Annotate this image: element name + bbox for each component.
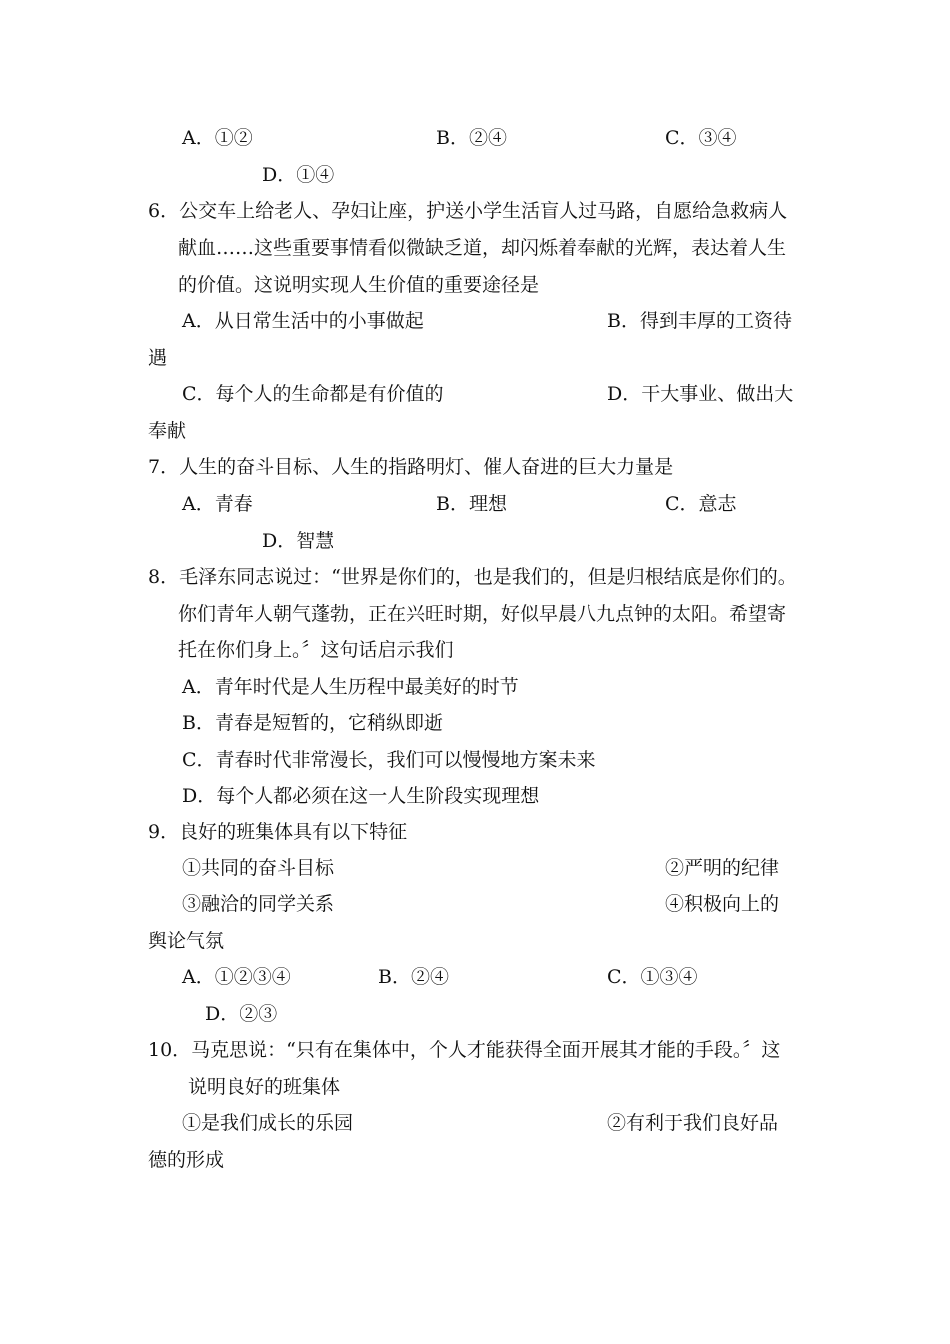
q10-item-2-wrap: 德的形成: [148, 1149, 225, 1171]
q9-item-3: ③融洽的同学关系: [182, 893, 335, 915]
q10-stem-line-1: 10．马克思说：“只有在集体中，个人才能获得全面开展其才能的手段。〞这: [148, 1039, 781, 1061]
q5-option-b: B．②④: [436, 127, 507, 149]
q6-option-c: C．每个人的生命都是有价值的: [182, 383, 444, 405]
q8-stem-line-3: 托在你们身上。〞这句话启示我们: [178, 639, 454, 661]
q6-option-d-wrap: 奉献: [148, 420, 187, 442]
q5-option-a: A．①②: [182, 127, 253, 149]
q10-item-2: ②有利于我们良好品: [607, 1112, 779, 1134]
q9-item-4-wrap: 舆论气氛: [148, 930, 225, 952]
q8-stem-line-2: 你们青年人朝气蓬勃，正在兴旺时期，好似早晨八九点钟的太阳。希望寄: [178, 603, 787, 625]
q6-option-b-wrap: 遇: [148, 347, 168, 369]
q6-option-a: A．从日常生活中的小事做起: [182, 310, 424, 332]
q9-option-b: B．②④: [378, 966, 449, 988]
q9-stem: 9．良好的班集体具有以下特征: [148, 821, 408, 843]
q5-option-d: D．①④: [262, 164, 335, 186]
q8-option-b: B．青春是短暂的，它稍纵即逝: [182, 712, 443, 734]
q7-stem: 7．人生的奋斗目标、人生的指路明灯、催人奋进的巨大力量是: [148, 456, 674, 478]
q6-option-b: B．得到丰厚的工资待: [607, 310, 792, 332]
q5-option-c: C．③④: [665, 127, 737, 149]
q10-item-1: ①是我们成长的乐园: [182, 1112, 354, 1134]
q8-stem-line-1: 8．毛泽东同志说过：“世界是你们的，也是我们的，但是归根结底是你们的。: [148, 566, 797, 588]
q6-stem-line-3: 的价值。这说明实现人生价值的重要途径是: [178, 274, 540, 296]
q6-stem-line-1: 6．公交车上给老人、孕妇让座，护送小学生活盲人过马路，自愿给急救病人: [148, 200, 788, 222]
q8-option-a: A．青年时代是人生历程中最美好的时节: [182, 676, 519, 698]
q9-option-c: C．①③④: [607, 966, 698, 988]
q7-option-d: D．智慧: [262, 530, 335, 552]
q9-option-d: D．②③: [205, 1003, 278, 1025]
q6-option-d: D．干大事业、做出大: [607, 383, 794, 405]
q7-option-a: A．青春: [182, 493, 253, 515]
q6-stem-line-2: 献血……这些重要事情看似微缺乏道，却闪烁着奉献的光辉，表达着人生: [178, 237, 787, 259]
q9-item-2: ②严明的纪律: [665, 857, 780, 879]
q7-option-c: C．意志: [665, 493, 737, 515]
q9-option-a: A．①②③④: [182, 966, 291, 988]
q9-item-1: ①共同的奋斗目标: [182, 857, 335, 879]
q7-option-b: B．理想: [436, 493, 507, 515]
q8-option-c: C．青春时代非常漫长，我们可以慢慢地方案未来: [182, 749, 596, 771]
q8-option-d: D．每个人都必须在这一人生阶段实现理想: [182, 785, 540, 807]
q10-stem-line-2: 说明良好的班集体: [188, 1076, 341, 1098]
q9-item-4: ④积极向上的: [665, 893, 780, 915]
